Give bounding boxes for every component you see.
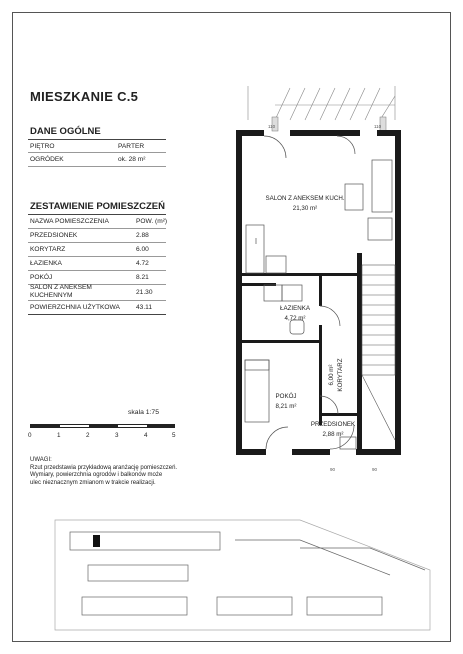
scale-tick: 3 <box>115 432 119 439</box>
scale-tick: 0 <box>28 432 32 439</box>
terrace-hatch <box>248 86 395 120</box>
room-name: KORYTARZ <box>30 246 66 253</box>
scale-tick: 2 <box>86 432 90 439</box>
walls <box>236 130 401 455</box>
site-plan <box>55 520 430 630</box>
furniture <box>245 136 392 449</box>
scale-tick: 5 <box>172 432 176 439</box>
room-name: PRZEDSIONEK <box>30 232 78 239</box>
plan-korytarz-area: 6,00 m² <box>328 364 335 386</box>
notes-heading: UWAGI: <box>30 457 52 463</box>
notes-line: Wymiary, powierzchnia ogrodów i balkonów może <box>30 472 163 479</box>
plan-przedsionek-label: PRZEDSIONEK <box>310 421 356 428</box>
scale-tick: 1 <box>57 432 61 439</box>
room-area: 8.21 <box>136 274 149 281</box>
scale-tick: 4 <box>144 432 148 439</box>
room-area: 6.00 <box>136 246 149 253</box>
room-name: POKÓJ <box>30 274 53 281</box>
room-name: SALON Z ANEKSEM KUCHENNYM <box>30 284 92 299</box>
room-name: ŁAZIENKA <box>30 260 62 267</box>
rooms-heading: ZESTAWIENIE POMIESZCZEŃ <box>30 201 165 212</box>
rooms-col-area: POW. (m²) <box>136 218 168 225</box>
stairs <box>362 265 395 440</box>
plan-przedsionek-area: 2,88 m² <box>322 431 344 438</box>
svg-text:110: 110 <box>374 124 382 129</box>
svg-text:90: 90 <box>372 467 378 472</box>
room-name: POWIERZCHNIA UŻYTKOWA <box>30 304 120 311</box>
notes-line: ulec nieznacznym zmianom w trakcie realizacji. <box>30 480 156 487</box>
general-garden-label: OGRÓDEK <box>30 156 64 163</box>
general-garden-value: ok. 28 m² <box>118 156 146 163</box>
rooms-col-name: NAZWA POMIESZCZENIA <box>30 218 109 225</box>
room-area: 2.88 <box>136 232 149 239</box>
plan-salon-area: 21,30 m² <box>292 205 318 212</box>
notes-line: Rzut przedstawia przykładową aranżację pomieszczeń. <box>30 464 178 471</box>
general-floor-label: PIĘTRO <box>30 143 55 150</box>
plan-pokoj-area: 8,21 m² <box>275 403 297 410</box>
page-title: MIESZKANIE C.5 <box>30 89 139 104</box>
svg-text:90: 90 <box>330 467 336 472</box>
room-area: 4.72 <box>136 260 149 267</box>
room-area: 43.11 <box>136 304 153 311</box>
general-floor-value: PARTER <box>118 143 145 150</box>
general-heading: DANE OGÓLNE <box>30 126 101 137</box>
plan-korytarz-label: KORYTARZ <box>337 358 344 392</box>
plan-salon-label: SALON Z ANEKSEM KUCH. <box>265 195 345 202</box>
svg-text:110: 110 <box>268 124 276 129</box>
plan-lazienka-label: ŁAZIENKA <box>280 305 310 312</box>
plan-lazienka-area: 4,72 m² <box>284 315 306 322</box>
plan-pokoj-label: POKÓJ <box>275 393 297 400</box>
room-area: 21.30 <box>136 289 153 296</box>
site-plan-unit-marker <box>93 535 100 547</box>
scale-label: skala 1:75 <box>128 409 159 416</box>
